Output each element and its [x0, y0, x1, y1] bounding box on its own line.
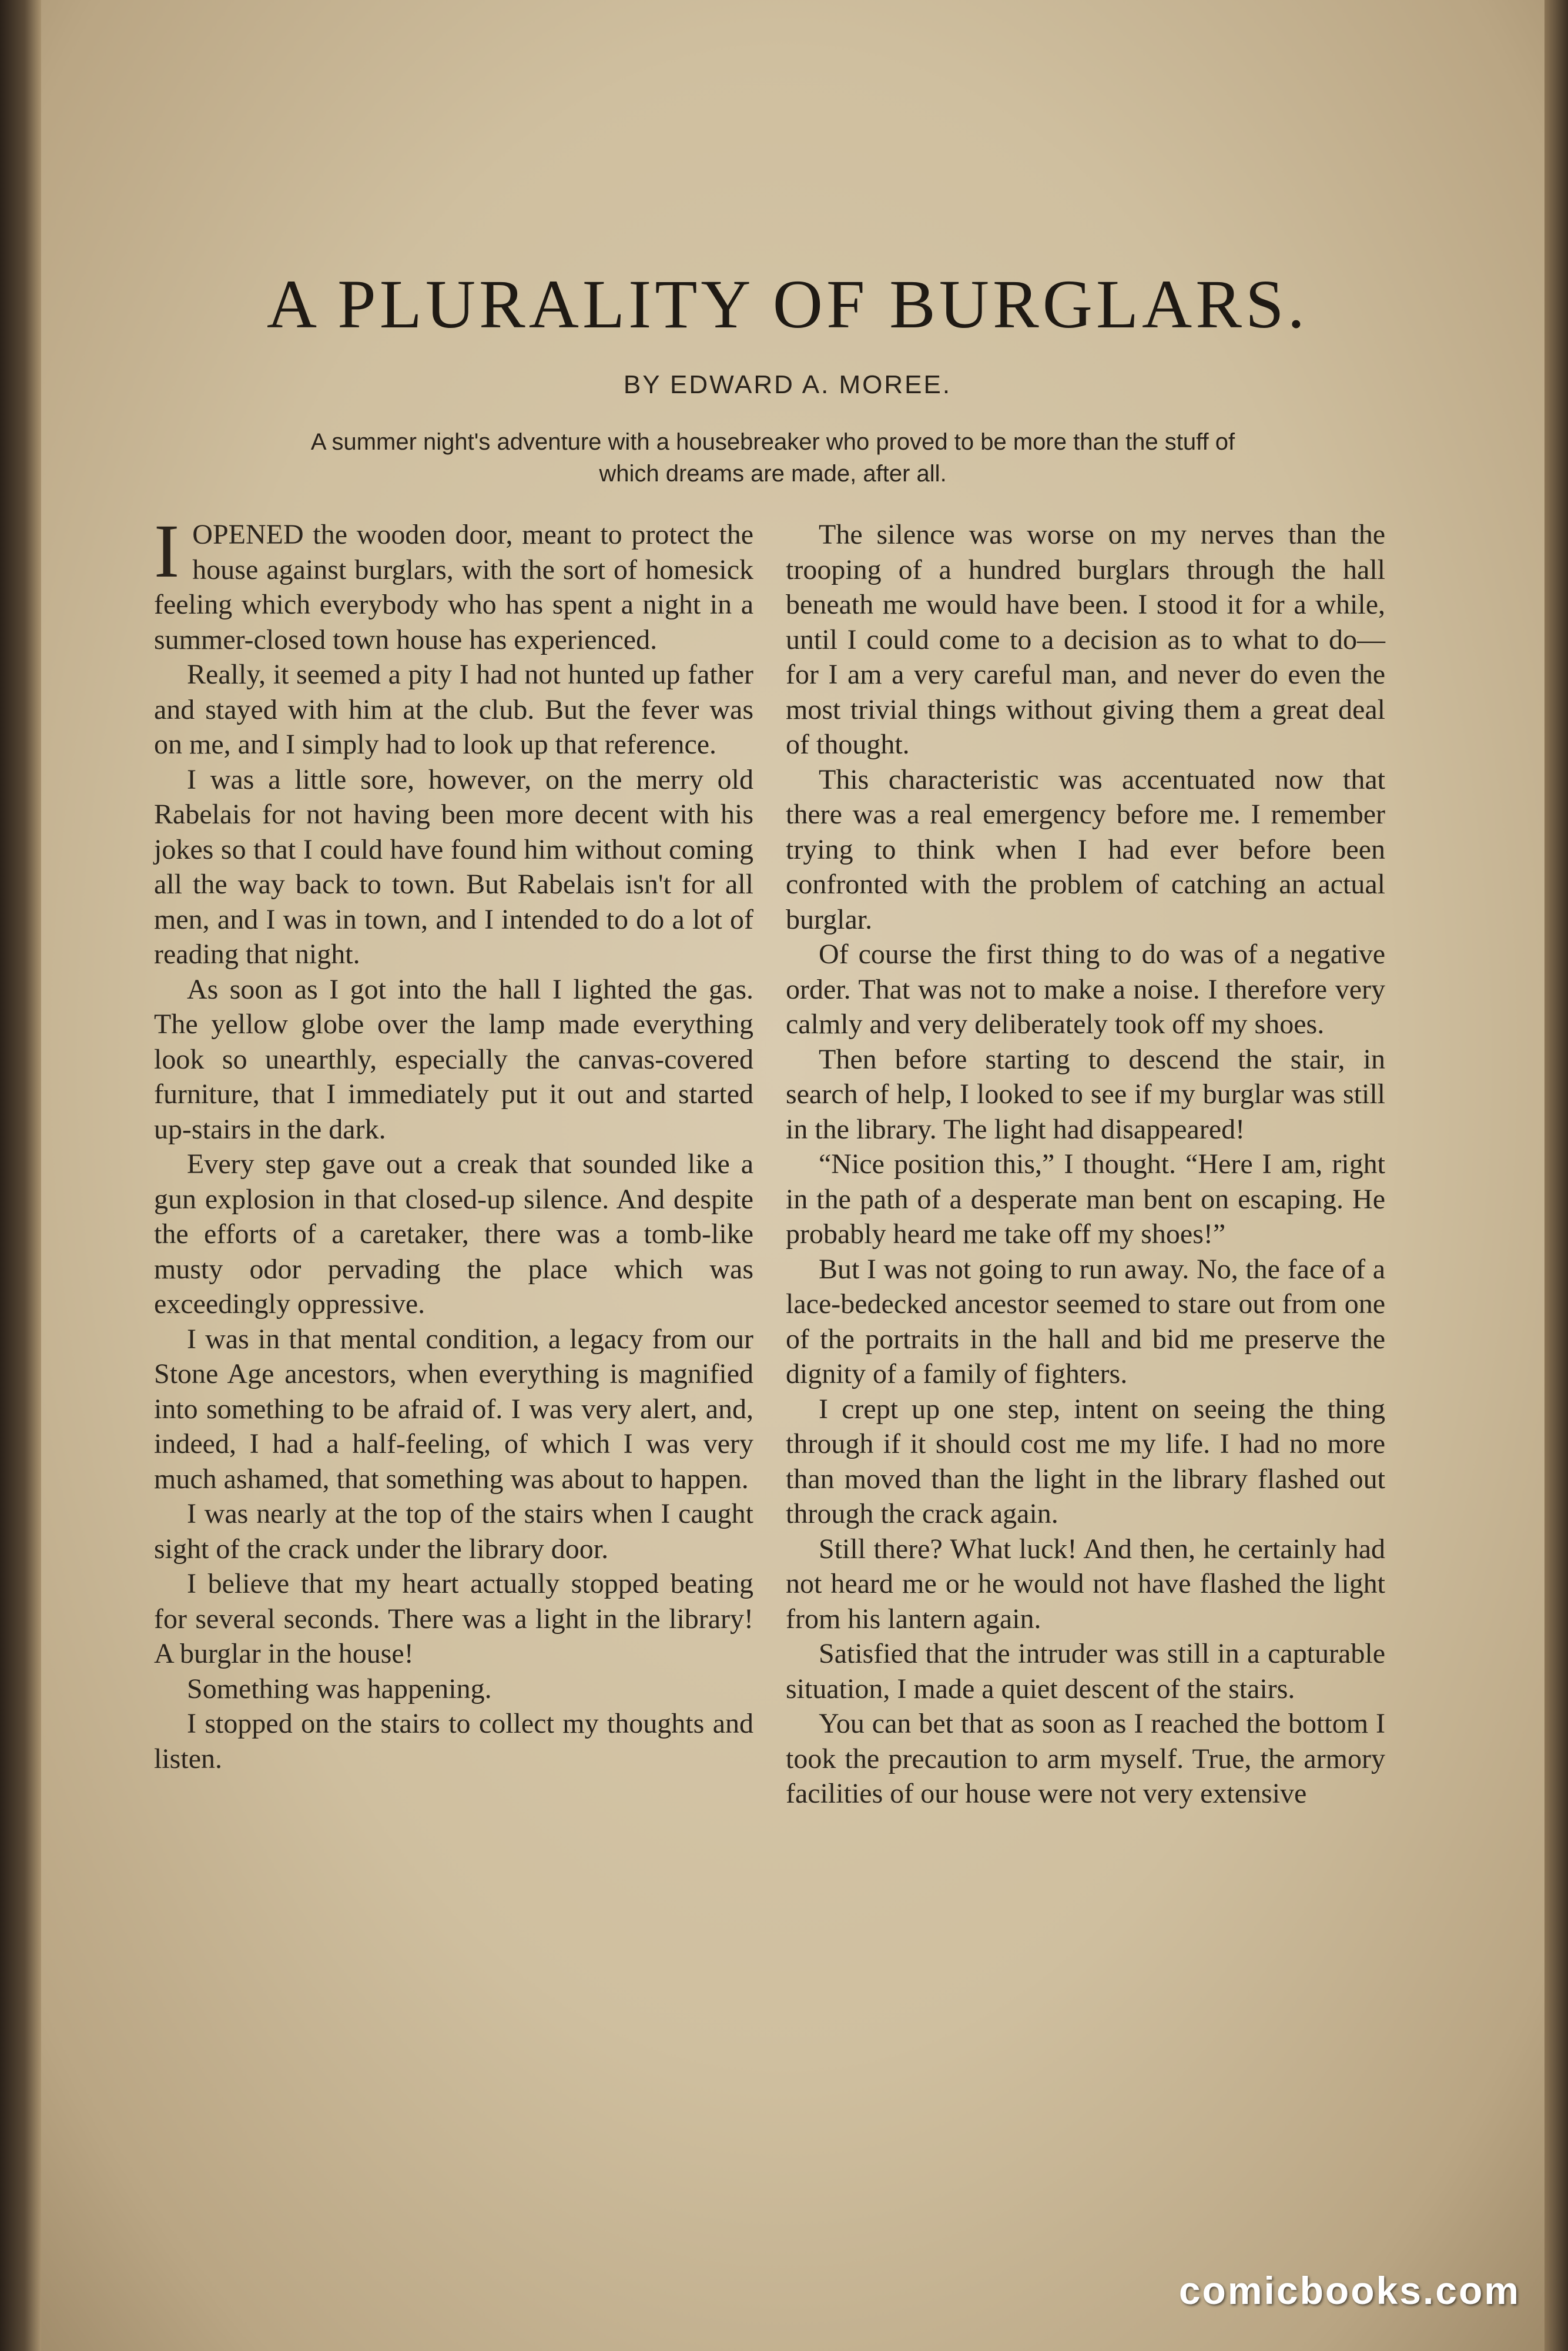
article-title: A PLURALITY OF BURGLARS. — [266, 266, 1309, 343]
article-byline: BY EDWARD A. MOREE. — [623, 370, 952, 399]
paragraph-text: OPENED the wooden door, meant to protect the house against burglars, with the sort of homesick feeling which everybody who has spent a night in a summer-closed town house has experienced. — [154, 519, 753, 655]
subtitle-line-2: which dreams are made, after all. — [599, 461, 947, 487]
paragraph: The silence was worse on my nerves than the trooping of a hundred burglars through the hall beneath me would have been. I stood it for a while, until I could come to a decision as to what to do—for I am a very careful man, and never do even the most trivial things without giving them a great deal of thought. — [786, 519, 1385, 760]
paragraph: Something was happening. — [187, 1673, 492, 1704]
paragraph: I crept up one step, intent on seeing the thing through if it should cost me my life. I had no more than moved than the light in the library flashed out through the crack again. — [786, 1393, 1385, 1529]
paragraph: Of course the first thing to do was of a negative order. That was not to make a noise. I therefore very calmly and very deliberately took off my shoes. — [786, 939, 1385, 1040]
paragraph: “Nice position this,” I thought. “Here I am, right in the path of a desperate man bent on escaping. He probably heard me take off my shoes!” — [786, 1148, 1385, 1250]
paragraph: Satisfied that the intruder was still in a capturable situation, I made a quiet descent of the stairs. — [786, 1638, 1385, 1704]
paragraph: Then before starting to descend the stair, in search of help, I looked to see if my burglar was still in the library. The light had disappeared! — [786, 1043, 1385, 1145]
drop-cap: I — [154, 509, 180, 594]
paragraph: I was nearly at the top of the stairs when I caught sight of the crack under the library door. — [154, 1498, 753, 1565]
paragraph: As soon as I got into the hall I lighted the gas. The yellow globe over the lamp made everything look so unearthly, especially the canvas-covered furniture, that I immediately put it out and started up-stairs in the dark. — [154, 973, 753, 1145]
paragraph: I stopped on the stairs to collect my thoughts and listen. — [154, 1708, 753, 1774]
paragraph: Still there? What luck! And then, he certainly had not heard me or he would not have flashed the light from his lantern again. — [786, 1533, 1385, 1635]
paragraph: I believe that my heart actually stopped beating for several seconds. There was a light in the library! A burglar in the house! — [154, 1568, 753, 1669]
left-column — [154, 509, 753, 1776]
page-edge — [1544, 0, 1568, 2351]
paragraph: You can bet that as soon as I reached the bottom I took the precaution to arm myself. True, the armory facilities of our house were not very extensive — [786, 1708, 1385, 1809]
paragraph: I was in that mental condition, a legacy from our Stone Age ancestors, when everything is magnified into something to be afraid of. I was very alert, and, indeed, I had a half-feeling, of which I was very much ashamed, that something was about to happen. — [154, 1323, 753, 1495]
paragraph: I was a little sore, however, on the merry old Rabelais for not having been more decent with his jokes so that I could have found him without coming all the way back to town. But Rabelais isn't for all men, and I was in town, and I intended to do a lot of reading that night. — [154, 763, 753, 970]
subtitle-line-1: A summer night's adventure with a housebreaker who proved to be more than the stuff of — [310, 429, 1235, 455]
right-column — [786, 517, 1385, 1811]
paragraph: Really, it seemed a pity I had not hunted up father and stayed with him at the club. But the fever was on me, and I simply had to look up that reference. — [154, 659, 753, 760]
site-watermark: comicbooks.com — [1178, 2269, 1520, 2312]
paragraph — [154, 509, 753, 657]
paragraph: But I was not going to run away. No, the face of a lace-bedecked ancestor seemed to stare out from one of the portraits in the hall and bid me preserve the dignity of a family of fighters. — [786, 1253, 1385, 1389]
paragraph: This characteristic was accentuated now that there was a real emergency before me. I remember trying to think when I had ever before been confronted with the problem of catching an actual burglar. — [786, 763, 1385, 935]
article-subtitle — [159, 426, 1387, 490]
book-spine — [0, 0, 41, 2351]
paragraph: Every step gave out a creak that sounded like a gun explosion in that closed-up silence. And despite the efforts of a caretaker, there was a tomb-like musty odor pervading the place which was exceedingly oppressive. — [154, 1148, 753, 1319]
